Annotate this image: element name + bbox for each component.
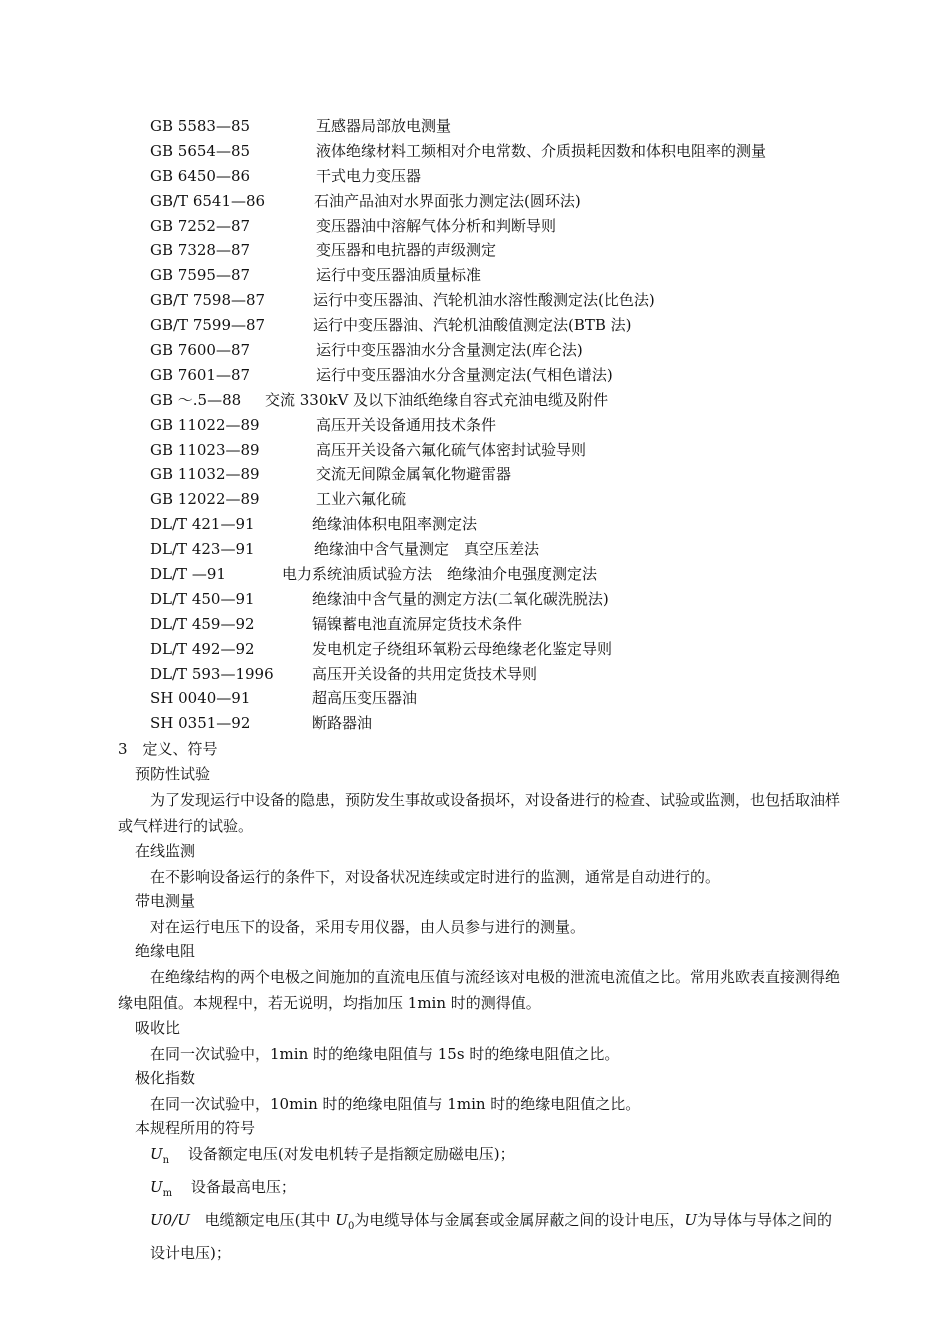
- standard-title: 变压器油中溶解气体分析和判断导则: [316, 216, 557, 235]
- standard-code: SH 0351—92: [150, 714, 251, 733]
- symbol-um: [118, 1174, 840, 1207]
- term-definition: 在绝缘结构的两个电极之间施加的直流电压值与流经该对电极的泄流电流值之比。常用兆欧表直接测得绝缘电阻值。本规程中，若无说明，均指加压 1min 时的测得值。: [118, 968, 841, 1012]
- standard-title: 发电机定子绕组环氧粉云母绝缘老化鉴定导则: [312, 639, 613, 658]
- standard-code: GB 11023—89: [150, 440, 260, 459]
- standard-row: [150, 139, 910, 164]
- symbol-letter: U: [335, 1211, 348, 1229]
- standard-code: DL/T 492—92: [150, 639, 255, 658]
- standard-row: [150, 388, 910, 413]
- standard-row: [150, 114, 910, 139]
- standard-title: 运行中变压器油、汽轮机油水溶性酸测定法(比色法): [313, 291, 655, 310]
- standard-row: [150, 462, 910, 487]
- standard-row: [150, 338, 910, 363]
- standard-row: [150, 512, 910, 537]
- symbol-description: 为导体与导体之间的设计电压)；: [150, 1211, 833, 1262]
- standard-title: 交流 330kV 及以下油纸绝缘自容式充油电缆及附件: [265, 390, 609, 409]
- symbol-letter: U: [684, 1211, 697, 1229]
- standard-title: 运行中变压器油质量标准: [316, 266, 482, 285]
- standard-title: 液体绝缘材料工频相对介电常数、介质损耗因数和体积电阻率的测量: [316, 141, 767, 160]
- standard-row: [150, 587, 910, 612]
- standard-title: 互感器局部放电测量: [316, 117, 452, 135]
- standard-row: [150, 662, 910, 687]
- symbol-letter: U: [150, 1145, 163, 1163]
- standard-code: GB 5654—85: [150, 141, 251, 160]
- term-heading: 绝缘电阻: [135, 942, 196, 960]
- standard-title: 断路器油: [312, 714, 373, 733]
- standard-row: [150, 288, 910, 313]
- term-heading: 极化指数: [135, 1069, 196, 1087]
- standard-row: [150, 363, 910, 388]
- symbol-description: 设备最高电压；: [190, 1178, 296, 1196]
- standard-title: 工业六氟化硫: [316, 490, 407, 509]
- term-definition: 为了发现运行中设备的隐患，预防发生事故或设备损坏，对设备进行的检查、试验或监测，也包括取油样或气样进行的试验。: [118, 791, 841, 835]
- standard-code: GB 12022—89: [150, 490, 260, 509]
- standard-code: GB 7328—87: [150, 241, 251, 260]
- standard-row: [150, 487, 910, 512]
- standard-code: GB 11032—89: [150, 465, 260, 484]
- symbol-subscript: n: [162, 1155, 170, 1166]
- standard-row: [150, 214, 910, 239]
- term-definition: 在不影响设备运行的条件下，对设备状况连续或定时进行的监测，通常是自动进行的。: [150, 868, 721, 886]
- standard-title: 运行中变压器油水分含量测定法(库仑法): [316, 341, 583, 360]
- standard-code: GB/T 6541—86: [150, 191, 266, 210]
- standard-code: GB 7595—87: [150, 266, 251, 285]
- standard-code: GB 7601—87: [150, 365, 251, 384]
- standard-title: 超高压变压器油: [312, 689, 418, 708]
- symbol-letter: U: [150, 1178, 163, 1196]
- standard-code: GB 11022—89: [150, 415, 260, 434]
- standard-code: DL/T —91: [150, 565, 226, 584]
- standard-title: 绝缘油中含气量的测定方法(二氧化碳洗脱法): [312, 589, 609, 608]
- standard-code: GB 6450—86: [150, 166, 251, 185]
- standard-title: 绝缘油中含气量测定 真空压差法: [314, 540, 540, 559]
- symbol-description: 设备额定电压(对发电机转子是指额定励磁电压)；: [187, 1145, 515, 1163]
- standard-row: [150, 238, 910, 263]
- term-heading: 预防性试验: [135, 765, 211, 783]
- standard-row: [150, 612, 910, 637]
- standard-code: GB ～.5—88: [150, 390, 242, 409]
- section-heading: 3 定义、符号: [118, 740, 218, 758]
- standard-code: GB/T 7599—87: [150, 316, 266, 335]
- standard-code: GB 7252—87: [150, 216, 251, 235]
- standard-title: 电力系统油质试验方法 绝缘油介电强度测定法: [282, 565, 598, 584]
- standard-row: [150, 562, 910, 587]
- standard-title: 绝缘油体积电阻率测定法: [312, 515, 478, 534]
- standard-code: GB 5583—85: [150, 117, 251, 135]
- standard-row: [150, 438, 910, 463]
- term-definition: 在同一次试验中，1min 时的绝缘电阻值与 15s 时的绝缘电阻值之比。: [150, 1045, 620, 1063]
- standard-row: [150, 686, 910, 711]
- standard-title: 高压开关设备的共用定货技术导则: [312, 664, 538, 683]
- standard-title: 运行中变压器油、汽轮机油酸值测定法(BTB 法): [313, 316, 632, 335]
- standard-title: 交流无间隙金属氧化物避雷器: [316, 465, 512, 484]
- standard-code: DL/T 459—92: [150, 614, 255, 633]
- symbol-description: 电缆额定电压(其中: [204, 1211, 336, 1229]
- term-definition: 对在运行电压下的设备，采用专用仪器，由人员参与进行的测量。: [150, 918, 586, 936]
- standard-row: [150, 413, 910, 438]
- standard-code: DL/T 421—91: [150, 515, 255, 534]
- symbol-un: [118, 1141, 840, 1174]
- standard-code: SH 0040—91: [150, 689, 251, 708]
- standard-code: DL/T 593—1996: [150, 664, 274, 683]
- standard-code: DL/T 423—91: [150, 540, 255, 559]
- standard-title: 干式电力变压器: [316, 166, 422, 185]
- symbol-subscript: m: [162, 1188, 173, 1199]
- standard-title: 变压器和电抗器的声级测定: [316, 241, 497, 260]
- standard-title: 镉镍蓄电池直流屏定货技术条件: [312, 614, 523, 633]
- symbol-u0u: [118, 1207, 840, 1266]
- referenced-standards-list: [150, 114, 910, 736]
- symbol-description: 为电缆导体与金属套或金属屏蔽之间的设计电压，: [354, 1211, 685, 1229]
- term-heading: 吸收比: [135, 1019, 181, 1037]
- symbol-subscript: 0: [347, 1221, 355, 1232]
- standard-title: 运行中变压器油水分含量测定法(气相色谱法): [316, 365, 613, 384]
- standard-title: 高压开关设备通用技术条件: [316, 415, 497, 434]
- standard-row: [150, 313, 910, 338]
- standard-row: [150, 711, 910, 736]
- standard-row: [150, 164, 910, 189]
- term-heading: 在线监测: [135, 842, 196, 860]
- standard-title: 石油产品油对水界面张力测定法(圆环法): [314, 191, 581, 210]
- standard-code: GB/T 7598—87: [150, 291, 266, 310]
- term-heading: 带电测量: [135, 892, 196, 910]
- standard-code: DL/T 450—91: [150, 589, 255, 608]
- section-3: [118, 737, 840, 1266]
- symbols-heading: 本规程所用的符号: [135, 1119, 256, 1137]
- standard-row: [150, 637, 910, 662]
- standard-code: GB 7600—87: [150, 341, 251, 360]
- standard-row: [150, 189, 910, 214]
- standard-row: [150, 537, 910, 562]
- term-definition: 在同一次试验中，10min 时的绝缘电阻值与 1min 时的绝缘电阻值之比。: [150, 1095, 641, 1113]
- symbol-letter: U0/U: [150, 1211, 190, 1229]
- standard-title: 高压开关设备六氟化硫气体密封试验导则: [316, 440, 587, 459]
- standard-row: [150, 263, 910, 288]
